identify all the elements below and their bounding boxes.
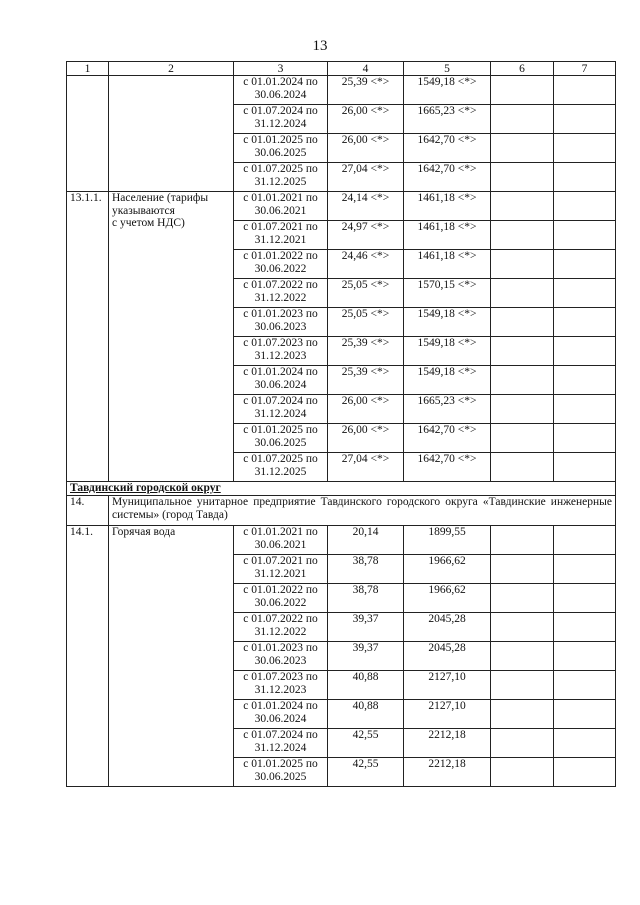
table-row <box>67 526 616 555</box>
value-col6 <box>491 134 554 163</box>
period-line: с 01.01.2024 по <box>243 76 318 88</box>
value-col7 <box>554 642 616 671</box>
item-number: 14. <box>67 496 109 526</box>
value-col5: 1642,70 <*> <box>404 453 491 482</box>
period-line: с 01.07.2021 по <box>243 221 318 233</box>
value-col5: 2212,18 <box>404 729 491 758</box>
column-header: 1 <box>67 62 109 76</box>
value-col6 <box>491 221 554 250</box>
period-line: с 01.07.2025 по <box>243 453 318 465</box>
value-col6 <box>491 337 554 366</box>
period-cell <box>234 163 328 192</box>
table-row <box>67 192 616 221</box>
value-col6 <box>491 584 554 613</box>
value-col7 <box>554 279 616 308</box>
value-col7 <box>554 192 616 221</box>
value-col6 <box>491 424 554 453</box>
period-line: 30.06.2024 <box>254 712 307 725</box>
period-line: с 01.07.2024 по <box>243 105 318 117</box>
value-col4: 27,04 <*> <box>328 453 404 482</box>
value-col7 <box>554 758 616 787</box>
value-col5: 1549,18 <*> <box>404 366 491 395</box>
value-col4: 24,46 <*> <box>328 250 404 279</box>
value-col6 <box>491 105 554 134</box>
value-col7 <box>554 366 616 395</box>
period-cell <box>234 758 328 787</box>
item-name-line: указываются <box>112 204 175 217</box>
period-line: с 01.07.2021 по <box>243 555 318 567</box>
value-col6 <box>491 366 554 395</box>
organization-name: Муниципальное унитарное предприятие Тавдинского городского округа «Тавдинские инженерные системы» (город Тавда) <box>109 496 616 526</box>
period-cell <box>234 76 328 105</box>
period-line: 31.12.2022 <box>254 625 307 638</box>
period-cell <box>234 105 328 134</box>
value-col6 <box>491 700 554 729</box>
period-cell <box>234 337 328 366</box>
period-cell <box>234 729 328 758</box>
value-col4: 25,05 <*> <box>328 308 404 337</box>
value-col4: 27,04 <*> <box>328 163 404 192</box>
value-col7 <box>554 555 616 584</box>
value-col6 <box>491 308 554 337</box>
period-line: с 01.07.2024 по <box>243 395 318 407</box>
period-line: 30.06.2022 <box>254 596 307 609</box>
period-line: с 01.01.2022 по <box>243 250 318 262</box>
value-col7 <box>554 453 616 482</box>
value-col4: 25,39 <*> <box>328 366 404 395</box>
value-col6 <box>491 395 554 424</box>
value-col4: 42,55 <box>328 729 404 758</box>
item-number: 13.1.1. <box>67 192 109 482</box>
value-col7 <box>554 163 616 192</box>
item-name-line: Население (тарифы <box>112 192 209 204</box>
value-col4: 26,00 <*> <box>328 134 404 163</box>
organization-row <box>67 496 616 526</box>
period-line: 30.06.2024 <box>254 88 307 101</box>
item-name-line: Горячая вода <box>112 526 176 538</box>
period-line: с 01.01.2021 по <box>243 192 318 204</box>
value-col5: 1549,18 <*> <box>404 76 491 105</box>
item-name-line: с учетом НДС) <box>112 217 185 229</box>
value-col7 <box>554 526 616 555</box>
value-col7 <box>554 424 616 453</box>
period-line: с 01.07.2024 по <box>243 729 318 741</box>
column-header-row <box>67 62 616 76</box>
column-header: 4 <box>328 62 404 76</box>
value-col5: 1549,18 <*> <box>404 308 491 337</box>
item-name <box>109 192 234 482</box>
period-cell <box>234 526 328 555</box>
period-line: с 01.01.2023 по <box>243 308 318 320</box>
value-col5: 1461,18 <*> <box>404 250 491 279</box>
period-line: с 01.01.2025 по <box>243 134 318 146</box>
value-col5: 1642,70 <*> <box>404 134 491 163</box>
value-col7 <box>554 250 616 279</box>
period-line: с 01.07.2025 по <box>243 163 318 175</box>
value-col4: 38,78 <box>328 555 404 584</box>
value-col6 <box>491 250 554 279</box>
value-col4: 39,37 <box>328 642 404 671</box>
period-line: 31.12.2024 <box>254 407 307 420</box>
period-line: с 01.01.2024 по <box>243 700 318 712</box>
period-line: 30.06.2021 <box>254 204 307 217</box>
period-line: 30.06.2024 <box>254 378 307 391</box>
period-line: 31.12.2021 <box>254 233 307 246</box>
value-col7 <box>554 700 616 729</box>
period-line: с 01.07.2023 по <box>243 671 318 683</box>
period-line: 31.12.2021 <box>254 567 307 580</box>
value-col4: 25,05 <*> <box>328 279 404 308</box>
period-cell <box>234 134 328 163</box>
period-line: с 01.01.2025 по <box>243 424 318 436</box>
period-line: 31.12.2023 <box>254 683 307 696</box>
period-line: 31.12.2024 <box>254 741 307 754</box>
value-col5: 1665,23 <*> <box>404 105 491 134</box>
period-cell <box>234 395 328 424</box>
period-line: с 01.01.2021 по <box>243 526 318 538</box>
period-line: 31.12.2024 <box>254 117 307 130</box>
value-col4: 40,88 <box>328 671 404 700</box>
value-col7 <box>554 221 616 250</box>
value-col7 <box>554 613 616 642</box>
value-col4: 24,97 <*> <box>328 221 404 250</box>
period-line: 30.06.2025 <box>254 436 307 449</box>
period-cell <box>234 584 328 613</box>
value-col5: 2045,28 <box>404 642 491 671</box>
value-col7 <box>554 105 616 134</box>
value-col4: 26,00 <*> <box>328 395 404 424</box>
value-col5: 1665,23 <*> <box>404 395 491 424</box>
value-col6 <box>491 76 554 105</box>
period-line: 30.06.2022 <box>254 262 307 275</box>
value-col6 <box>491 526 554 555</box>
period-line: с 01.01.2025 по <box>243 758 318 770</box>
value-col7 <box>554 395 616 424</box>
value-col5: 1549,18 <*> <box>404 337 491 366</box>
value-col7 <box>554 671 616 700</box>
value-col6 <box>491 163 554 192</box>
section-row <box>67 482 616 496</box>
value-col6 <box>491 453 554 482</box>
period-line: с 01.07.2022 по <box>243 279 318 291</box>
period-cell <box>234 642 328 671</box>
value-col4: 39,37 <box>328 613 404 642</box>
value-col6 <box>491 671 554 700</box>
value-col4: 25,39 <*> <box>328 337 404 366</box>
value-col4: 26,00 <*> <box>328 424 404 453</box>
value-col5: 1966,62 <box>404 584 491 613</box>
value-col4: 40,88 <box>328 700 404 729</box>
value-col5: 1966,62 <box>404 555 491 584</box>
value-col6 <box>491 642 554 671</box>
value-col5: 1642,70 <*> <box>404 424 491 453</box>
value-col6 <box>491 729 554 758</box>
period-line: 31.12.2025 <box>254 465 307 478</box>
period-line: с 01.01.2022 по <box>243 584 318 596</box>
period-line: 31.12.2025 <box>254 175 307 188</box>
value-col5: 2127,10 <box>404 700 491 729</box>
value-col4: 24,14 <*> <box>328 192 404 221</box>
period-cell <box>234 613 328 642</box>
period-line: 30.06.2025 <box>254 770 307 783</box>
tariff-table <box>66 61 616 787</box>
value-col6 <box>491 192 554 221</box>
value-col7 <box>554 308 616 337</box>
period-cell <box>234 250 328 279</box>
period-cell <box>234 221 328 250</box>
value-col5: 2212,18 <box>404 758 491 787</box>
period-line: 30.06.2023 <box>254 654 307 667</box>
period-cell <box>234 453 328 482</box>
period-line: 30.06.2025 <box>254 146 307 159</box>
item-number <box>67 76 109 192</box>
value-col7 <box>554 584 616 613</box>
column-header: 3 <box>234 62 328 76</box>
period-cell <box>234 671 328 700</box>
value-col7 <box>554 134 616 163</box>
period-cell <box>234 308 328 337</box>
value-col7 <box>554 76 616 105</box>
column-header: 5 <box>404 62 491 76</box>
value-col4: 20,14 <box>328 526 404 555</box>
value-col5: 1461,18 <*> <box>404 221 491 250</box>
period-line: 31.12.2023 <box>254 349 307 362</box>
value-col6 <box>491 613 554 642</box>
period-line: с 01.01.2024 по <box>243 366 318 378</box>
period-line: с 01.07.2022 по <box>243 613 318 625</box>
period-line: 31.12.2022 <box>254 291 307 304</box>
value-col6 <box>491 279 554 308</box>
period-line: 30.06.2023 <box>254 320 307 333</box>
period-line: 30.06.2021 <box>254 538 307 551</box>
period-line: с 01.01.2023 по <box>243 642 318 654</box>
column-header: 7 <box>554 62 616 76</box>
period-cell <box>234 424 328 453</box>
period-cell <box>234 555 328 584</box>
item-name <box>109 526 234 787</box>
column-header: 6 <box>491 62 554 76</box>
period-cell <box>234 700 328 729</box>
value-col7 <box>554 729 616 758</box>
table-row <box>67 76 616 105</box>
value-col6 <box>491 758 554 787</box>
section-title: Тавдинский городской округ <box>67 482 616 496</box>
column-header: 2 <box>109 62 234 76</box>
period-line: с 01.07.2023 по <box>243 337 318 349</box>
value-col4: 26,00 <*> <box>328 105 404 134</box>
period-cell <box>234 366 328 395</box>
period-cell <box>234 192 328 221</box>
value-col4: 38,78 <box>328 584 404 613</box>
value-col5: 1899,55 <box>404 526 491 555</box>
page-number: 13 <box>312 38 328 54</box>
item-number: 14.1. <box>67 526 109 787</box>
value-col5: 1642,70 <*> <box>404 163 491 192</box>
value-col5: 1570,15 <*> <box>404 279 491 308</box>
value-col6 <box>491 555 554 584</box>
value-col5: 2045,28 <box>404 613 491 642</box>
value-col4: 25,39 <*> <box>328 76 404 105</box>
period-cell <box>234 279 328 308</box>
value-col5: 1461,18 <*> <box>404 192 491 221</box>
value-col7 <box>554 337 616 366</box>
value-col5: 2127,10 <box>404 671 491 700</box>
value-col4: 42,55 <box>328 758 404 787</box>
item-name <box>109 76 234 192</box>
